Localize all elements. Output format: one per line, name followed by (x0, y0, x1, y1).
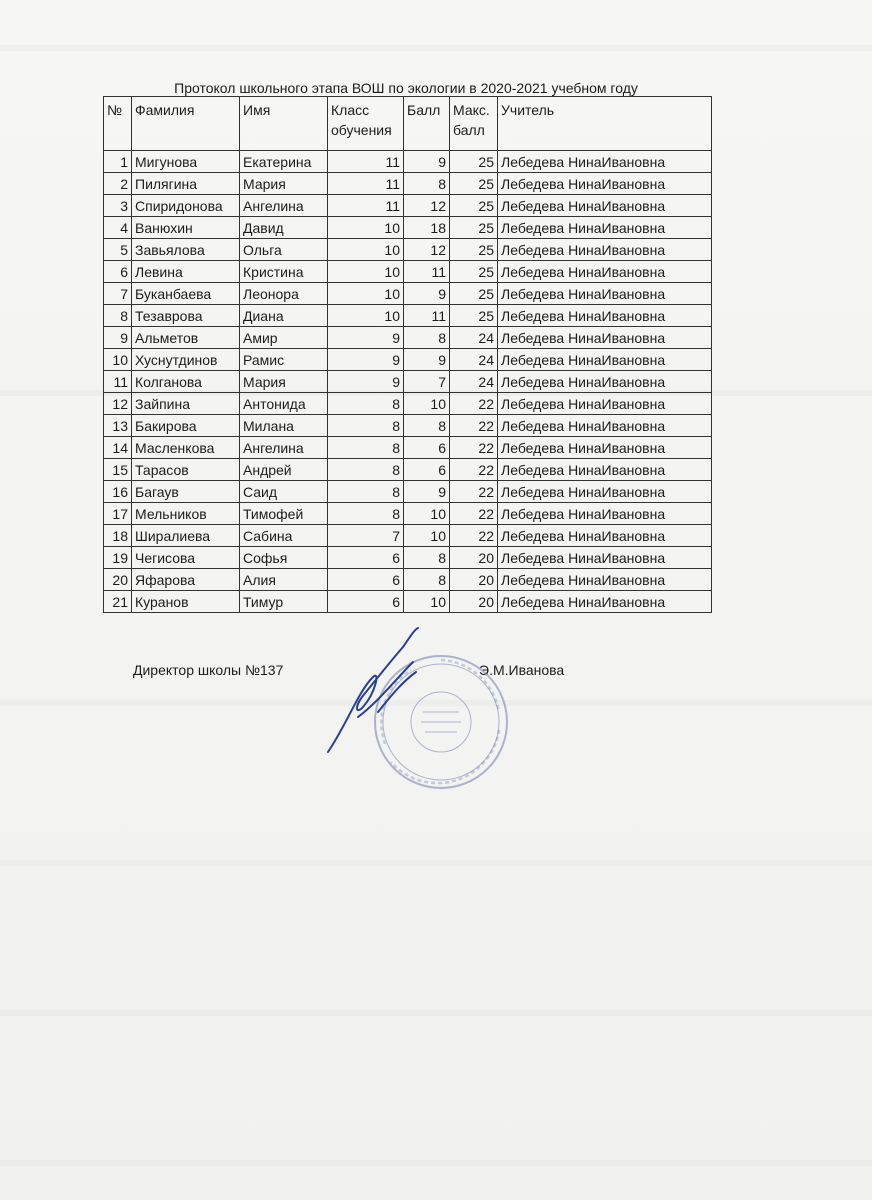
row-score: 9 (404, 349, 450, 371)
director-label: Директор школы №137 (133, 662, 284, 678)
row-grade: 8 (328, 481, 404, 503)
table-row (104, 261, 712, 283)
row-teacher: Лебедева НинаИвановна (498, 217, 712, 239)
row-score: 7 (404, 371, 450, 393)
row-name: Алия (240, 569, 328, 591)
row-surname: Мельников (132, 503, 240, 525)
row-teacher: Лебедева НинаИвановна (498, 195, 712, 217)
row-surname: Ширалиева (132, 525, 240, 547)
row-number: 1 (104, 151, 132, 173)
row-grade: 6 (328, 547, 404, 569)
row-grade: 6 (328, 569, 404, 591)
row-score: 11 (404, 261, 450, 283)
row-number: 15 (104, 459, 132, 481)
row-grade: 8 (328, 459, 404, 481)
row-score: 8 (404, 173, 450, 195)
row-number: 17 (104, 503, 132, 525)
row-number: 12 (104, 393, 132, 415)
row-max-score: 24 (450, 327, 498, 349)
table-row (104, 393, 712, 415)
row-surname: Завьялова (132, 239, 240, 261)
table-row (104, 239, 712, 261)
row-teacher: Лебедева НинаИвановна (498, 239, 712, 261)
row-surname: Левина (132, 261, 240, 283)
row-name: Кристина (240, 261, 328, 283)
row-number: 4 (104, 217, 132, 239)
results-table (103, 96, 712, 613)
row-surname: Тезаврова (132, 305, 240, 327)
row-teacher: Лебедева НинаИвановна (498, 261, 712, 283)
row-teacher: Лебедева НинаИвановна (498, 371, 712, 393)
row-score: 9 (404, 151, 450, 173)
row-number: 2 (104, 173, 132, 195)
row-teacher: Лебедева НинаИвановна (498, 173, 712, 195)
row-grade: 9 (328, 349, 404, 371)
row-number: 3 (104, 195, 132, 217)
row-name: Давид (240, 217, 328, 239)
row-grade: 8 (328, 415, 404, 437)
table-row (104, 437, 712, 459)
row-number: 21 (104, 591, 132, 613)
row-name: Рамис (240, 349, 328, 371)
row-surname: Колганова (132, 371, 240, 393)
row-score: 9 (404, 283, 450, 305)
row-teacher: Лебедева НинаИвановна (498, 305, 712, 327)
row-name: Диана (240, 305, 328, 327)
row-name: Екатерина (240, 151, 328, 173)
row-name: Амир (240, 327, 328, 349)
table-row (104, 503, 712, 525)
row-score: 8 (404, 327, 450, 349)
row-grade: 8 (328, 393, 404, 415)
row-number: 11 (104, 371, 132, 393)
row-surname: Зайпина (132, 393, 240, 415)
row-max-score: 20 (450, 591, 498, 613)
row-number: 6 (104, 261, 132, 283)
row-score: 11 (404, 305, 450, 327)
row-max-score: 25 (450, 195, 498, 217)
row-name: Ольга (240, 239, 328, 261)
row-name: Тимофей (240, 503, 328, 525)
row-max-score: 25 (450, 173, 498, 195)
header-number: № (104, 97, 132, 151)
row-grade: 11 (328, 151, 404, 173)
row-surname: Яфарова (132, 569, 240, 591)
row-max-score: 25 (450, 305, 498, 327)
row-score: 12 (404, 195, 450, 217)
row-number: 10 (104, 349, 132, 371)
table-row (104, 283, 712, 305)
header-score: Балл (404, 97, 450, 151)
row-name: Мария (240, 173, 328, 195)
row-grade: 10 (328, 261, 404, 283)
row-name: Саид (240, 481, 328, 503)
row-max-score: 20 (450, 547, 498, 569)
scan-artifact (0, 1160, 872, 1166)
row-number: 20 (104, 569, 132, 591)
row-number: 19 (104, 547, 132, 569)
row-teacher: Лебедева НинаИвановна (498, 569, 712, 591)
row-grade: 9 (328, 327, 404, 349)
row-teacher: Лебедева НинаИвановна (498, 591, 712, 613)
row-name: Ангелина (240, 437, 328, 459)
row-grade: 10 (328, 283, 404, 305)
table-body (104, 151, 712, 613)
row-score: 10 (404, 591, 450, 613)
row-score: 8 (404, 415, 450, 437)
scan-artifact (0, 1010, 872, 1016)
row-name: Ангелина (240, 195, 328, 217)
header-grade: Класс обучения (328, 97, 404, 151)
row-teacher: Лебедева НинаИвановна (498, 327, 712, 349)
row-grade: 8 (328, 503, 404, 525)
row-name: Мария (240, 371, 328, 393)
row-teacher: Лебедева НинаИвановна (498, 283, 712, 305)
row-grade: 7 (328, 525, 404, 547)
row-max-score: 24 (450, 371, 498, 393)
director-signature-icon (318, 622, 438, 762)
table-row (104, 151, 712, 173)
table-row (104, 173, 712, 195)
row-name: Сабина (240, 525, 328, 547)
row-teacher: Лебедева НинаИвановна (498, 481, 712, 503)
row-grade: 6 (328, 591, 404, 613)
row-surname: Куранов (132, 591, 240, 613)
row-number: 9 (104, 327, 132, 349)
row-name: Леонора (240, 283, 328, 305)
row-grade: 10 (328, 217, 404, 239)
table-row (104, 547, 712, 569)
row-surname: Пилягина (132, 173, 240, 195)
row-surname: Альметов (132, 327, 240, 349)
table-row (104, 305, 712, 327)
row-teacher: Лебедева НинаИвановна (498, 151, 712, 173)
table-row (104, 415, 712, 437)
table-row (104, 349, 712, 371)
row-name: Андрей (240, 459, 328, 481)
row-surname: Буканбаева (132, 283, 240, 305)
row-name: Софья (240, 547, 328, 569)
header-teacher: Учитель (498, 97, 712, 151)
row-score: 6 (404, 459, 450, 481)
row-surname: Мигунова (132, 151, 240, 173)
table-row (104, 481, 712, 503)
row-surname: Ванюхин (132, 217, 240, 239)
row-surname: Чегисова (132, 547, 240, 569)
document-title: Протокол школьного этапа ВОШ по экологии в 2020-2021 учебном году (174, 80, 638, 96)
row-max-score: 22 (450, 459, 498, 481)
table-row (104, 327, 712, 349)
row-max-score: 25 (450, 151, 498, 173)
row-teacher: Лебедева НинаИвановна (498, 393, 712, 415)
header-surname: Фамилия (132, 97, 240, 151)
row-surname: Тарасов (132, 459, 240, 481)
row-max-score: 25 (450, 217, 498, 239)
director-name: Э.М.Иванова (479, 662, 565, 678)
row-score: 10 (404, 525, 450, 547)
table-row (104, 591, 712, 613)
row-surname: Хуснутдинов (132, 349, 240, 371)
row-score: 8 (404, 569, 450, 591)
table-row (104, 217, 712, 239)
row-surname: Багаув (132, 481, 240, 503)
row-max-score: 22 (450, 525, 498, 547)
row-score: 9 (404, 481, 450, 503)
row-name: Тимур (240, 591, 328, 613)
row-max-score: 22 (450, 437, 498, 459)
row-score: 6 (404, 437, 450, 459)
row-max-score: 25 (450, 239, 498, 261)
row-score: 10 (404, 393, 450, 415)
row-max-score: 25 (450, 283, 498, 305)
row-number: 16 (104, 481, 132, 503)
row-surname: Спиридонова (132, 195, 240, 217)
row-max-score: 22 (450, 503, 498, 525)
row-number: 14 (104, 437, 132, 459)
row-number: 7 (104, 283, 132, 305)
row-max-score: 22 (450, 393, 498, 415)
row-max-score: 24 (450, 349, 498, 371)
row-max-score: 25 (450, 261, 498, 283)
row-teacher: Лебедева НинаИвановна (498, 459, 712, 481)
table-row (104, 459, 712, 481)
scan-artifact (0, 860, 872, 866)
header-max-score: Макс. балл (450, 97, 498, 151)
header-name: Имя (240, 97, 328, 151)
table-header-row (104, 97, 712, 151)
row-teacher: Лебедева НинаИвановна (498, 525, 712, 547)
row-teacher: Лебедева НинаИвановна (498, 415, 712, 437)
row-name: Антонида (240, 393, 328, 415)
row-teacher: Лебедева НинаИвановна (498, 503, 712, 525)
row-number: 5 (104, 239, 132, 261)
row-grade: 9 (328, 371, 404, 393)
table-row (104, 525, 712, 547)
row-teacher: Лебедева НинаИвановна (498, 349, 712, 371)
row-number: 8 (104, 305, 132, 327)
row-score: 18 (404, 217, 450, 239)
row-grade: 11 (328, 173, 404, 195)
row-teacher: Лебедева НинаИвановна (498, 437, 712, 459)
row-score: 8 (404, 547, 450, 569)
row-surname: Масленкова (132, 437, 240, 459)
table-row (104, 569, 712, 591)
scan-artifact (0, 45, 872, 51)
row-max-score: 22 (450, 415, 498, 437)
row-score: 10 (404, 503, 450, 525)
table-row (104, 195, 712, 217)
row-name: Милана (240, 415, 328, 437)
row-grade: 10 (328, 305, 404, 327)
row-max-score: 20 (450, 569, 498, 591)
row-grade: 8 (328, 437, 404, 459)
row-score: 12 (404, 239, 450, 261)
row-surname: Бакирова (132, 415, 240, 437)
row-number: 13 (104, 415, 132, 437)
row-number: 18 (104, 525, 132, 547)
row-max-score: 22 (450, 481, 498, 503)
row-grade: 11 (328, 195, 404, 217)
row-teacher: Лебедева НинаИвановна (498, 547, 712, 569)
row-grade: 10 (328, 239, 404, 261)
table-row (104, 371, 712, 393)
